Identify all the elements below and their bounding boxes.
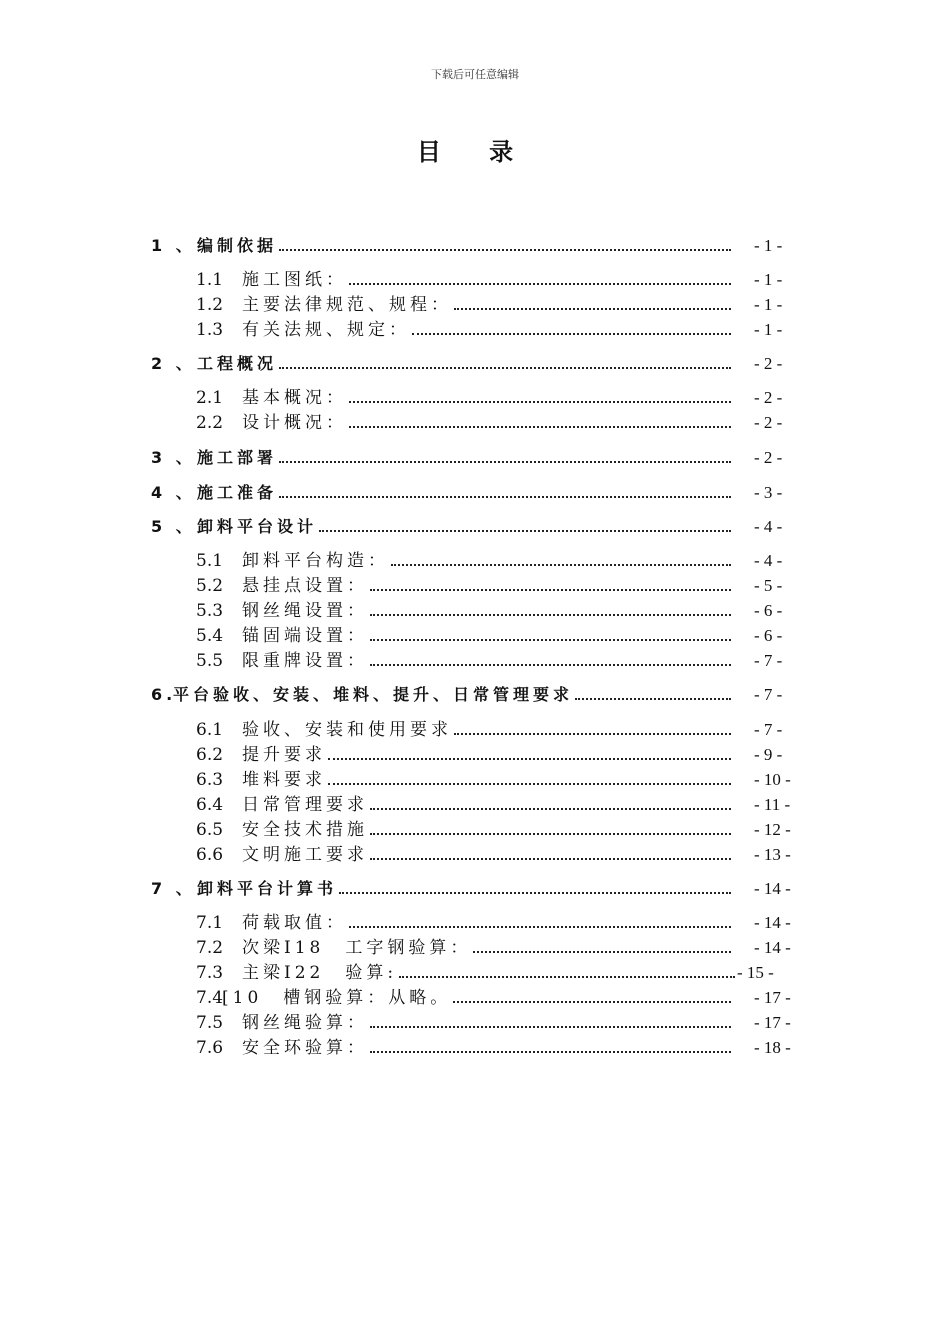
toc-entry[interactable] (0, 318, 950, 342)
toc-dot-leader (370, 858, 731, 860)
toc-entry[interactable] (0, 515, 950, 539)
toc-dot-leader (349, 926, 731, 928)
toc-entry-number: 5.5 (196, 651, 224, 671)
toc-entry[interactable] (0, 268, 950, 292)
toc-page-number: - 5 - (754, 576, 783, 595)
toc-page-number: - 6 - (754, 626, 783, 645)
toc-entry-label: 悬挂点设置： (242, 576, 368, 596)
toc-entry-number: 7.3 (196, 963, 224, 983)
toc-entry-number: 7.5 (196, 1013, 224, 1033)
toc-dot-leader (349, 401, 731, 403)
toc-page-number: - 18 - (754, 1038, 791, 1057)
toc-page-number: - 4 - (754, 551, 783, 570)
toc-entry-label: 施工准备 (197, 483, 278, 502)
toc-entry-number: 7.2 (196, 938, 224, 958)
toc-entry-number: 6.5 (196, 820, 224, 840)
toc-dot-leader (370, 589, 731, 591)
toc-entry-number: 6.1 (196, 720, 224, 740)
toc-entry[interactable] (0, 1011, 950, 1035)
toc-dot-leader (328, 758, 731, 760)
toc-entry-number: 7.4 (196, 988, 224, 1008)
toc-dot-leader (279, 461, 731, 463)
toc-entry-number: 7.1 (196, 913, 224, 933)
toc-dot-leader (473, 951, 731, 953)
toc-entry[interactable] (0, 386, 950, 410)
toc-entry[interactable] (0, 649, 950, 673)
toc-entry-number: 5.3 (196, 601, 224, 621)
toc-entry-label: 卸料平台设计 (197, 517, 318, 536)
toc-page-number: - 2 - (754, 413, 783, 432)
toc-dot-leader (349, 426, 731, 428)
toc-entry-label: 日常管理要求 (242, 795, 368, 815)
toc-page-number: - 17 - (754, 988, 791, 1007)
toc-entry-label: 堆料要求 (242, 770, 326, 790)
toc-entry[interactable] (0, 818, 950, 842)
toc-dot-leader (454, 733, 731, 735)
toc-entry-number: 2.2 (196, 413, 224, 433)
toc-entry[interactable] (0, 599, 950, 623)
toc-entry-label: 编制依据 (197, 236, 278, 255)
toc-entry[interactable] (0, 1036, 950, 1060)
toc-page-number: - 7 - (754, 720, 783, 739)
toc-entry-number: 1.1 (196, 270, 224, 290)
toc-entry-number: 1.3 (196, 320, 224, 340)
toc-dot-leader (319, 530, 731, 532)
toc-entry-label: 文明施工要求 (242, 845, 368, 865)
toc-dot-leader (370, 614, 731, 616)
toc-page-number: - 10 - (754, 770, 791, 789)
toc-entry[interactable] (0, 936, 950, 960)
toc-page-number: - 17 - (754, 1013, 791, 1032)
toc-entry-number: 5 、 (151, 517, 196, 536)
toc-entry-label: 锚固端设置： (242, 626, 368, 646)
toc-page-number: - 15 - (737, 963, 774, 982)
toc-page-number: - 12 - (754, 820, 791, 839)
toc-entry[interactable] (0, 481, 950, 505)
toc-entry[interactable] (0, 843, 950, 867)
toc-page-number: - 14 - (754, 913, 791, 932)
toc-entry[interactable] (0, 768, 950, 792)
toc-entry-label: 卸料平台计算书 (197, 879, 338, 898)
toc-entry-label: 卸料平台构造： (242, 551, 389, 571)
toc-entry-label: 主梁I22 验算: (242, 963, 398, 983)
toc-page-number: - 1 - (754, 270, 783, 289)
header-note: 下载后可任意编辑 (431, 68, 519, 81)
toc-dot-leader (370, 1026, 731, 1028)
toc-entry-label: 提升要求 (242, 745, 326, 765)
toc-entry-label: 限重牌设置： (242, 651, 368, 671)
toc-page-number: - 1 - (754, 295, 783, 314)
toc-entry-label: 安全技术措施 (242, 820, 368, 840)
toc-entry-number: 2 、 (151, 354, 196, 373)
toc-entry-label: 钢丝绳设置： (242, 601, 368, 621)
toc-dot-leader (279, 367, 731, 369)
toc-entry-number: 6.2 (196, 745, 224, 765)
toc-entry-label: 平台验收、安装、堆料、提升、日常管理要求 (173, 685, 574, 704)
toc-entry[interactable] (0, 352, 950, 376)
toc-page-number: - 11 - (754, 795, 791, 814)
toc-dot-leader (370, 833, 731, 835)
toc-entry-number: 1 、 (151, 236, 196, 255)
toc-dot-leader (370, 808, 731, 810)
toc-entry-label: 有关法规、规定： (242, 320, 410, 340)
toc-entry-label: 荷载取值： (242, 913, 347, 933)
toc-page-number: - 14 - (754, 938, 791, 957)
toc-entry-label: 钢丝绳验算： (242, 1013, 368, 1033)
toc-dot-leader (349, 283, 731, 285)
toc-entry-number: 6.6 (196, 845, 224, 865)
toc-entry-number: 6.4 (196, 795, 224, 815)
toc-dot-leader (328, 783, 731, 785)
toc-entry-label: 设计概况： (242, 413, 347, 433)
toc-dot-leader (399, 976, 735, 978)
toc-page-number: - 2 - (754, 448, 783, 467)
toc-entry[interactable] (0, 986, 950, 1010)
toc-entry-number: 6. (151, 685, 177, 704)
toc-page-number: - 2 - (754, 354, 783, 373)
toc-entry-number: 7.6 (196, 1038, 224, 1058)
toc-page-number: - 14 - (754, 879, 791, 898)
toc-dot-leader (370, 1051, 731, 1053)
toc-page-number: - 1 - (754, 236, 783, 255)
toc-entry[interactable] (0, 718, 950, 742)
toc-dot-leader (370, 664, 731, 666)
toc-entry[interactable] (0, 911, 950, 935)
toc-entry-label: [10 槽钢验算：从略。 (222, 988, 452, 1008)
toc-entry-number: 4 、 (151, 483, 196, 502)
toc-entry[interactable] (0, 411, 950, 435)
toc-entry-label: 基本概况： (242, 388, 347, 408)
toc-page-number: - 6 - (754, 601, 783, 620)
toc-page-number: - 9 - (754, 745, 783, 764)
toc-entry-number: 6.3 (196, 770, 224, 790)
toc-entry[interactable] (0, 683, 950, 707)
toc-dot-leader (279, 249, 731, 251)
toc-entry-label: 施工部署 (197, 448, 278, 467)
toc-page-number: - 7 - (754, 685, 783, 704)
toc-entry[interactable] (0, 293, 950, 317)
toc-dot-leader (370, 639, 731, 641)
toc-entry-label: 工程概况 (197, 354, 278, 373)
toc-entry[interactable] (0, 961, 950, 985)
toc-page-number: - 1 - (754, 320, 783, 339)
toc-entry-number: 1.2 (196, 295, 224, 315)
toc-page-number: - 3 - (754, 483, 783, 502)
toc-entry-label: 安全环验算： (242, 1038, 368, 1058)
toc-entry[interactable] (0, 743, 950, 767)
toc-dot-leader (412, 333, 731, 335)
page-title: 目 录 (416, 138, 534, 166)
toc-entry[interactable] (0, 234, 950, 258)
toc-dot-leader (339, 892, 731, 894)
toc-page-number: - 4 - (754, 517, 783, 536)
toc-entry-label: 次梁I18 工字钢验算： (242, 938, 472, 958)
toc-dot-leader (391, 564, 731, 566)
toc-page-number: - 2 - (754, 388, 783, 407)
toc-entry[interactable] (0, 446, 950, 470)
toc-dot-leader (454, 308, 731, 310)
toc-dot-leader (453, 1001, 731, 1003)
toc-page-number: - 7 - (754, 651, 783, 670)
toc-dot-leader (279, 496, 731, 498)
toc-entry[interactable] (0, 624, 950, 648)
toc-entry[interactable] (0, 793, 950, 817)
toc-entry-number: 7 、 (151, 879, 196, 898)
toc-entry[interactable] (0, 574, 950, 598)
toc-entry[interactable] (0, 549, 950, 573)
toc-page-number: - 13 - (754, 845, 791, 864)
toc-entry-label: 主要法律规范、规程： (242, 295, 452, 315)
toc-entry-number: 2.1 (196, 388, 224, 408)
toc-entry-number: 5.4 (196, 626, 224, 646)
toc-entry[interactable] (0, 877, 950, 901)
toc-entry-number: 5.2 (196, 576, 224, 596)
toc-entry-label: 施工图纸： (242, 270, 347, 290)
toc-entry-label: 验收、安装和使用要求 (242, 720, 452, 740)
toc-entry-number: 5.1 (196, 551, 224, 571)
toc-entry-number: 3 、 (151, 448, 196, 467)
toc-dot-leader (575, 698, 731, 700)
